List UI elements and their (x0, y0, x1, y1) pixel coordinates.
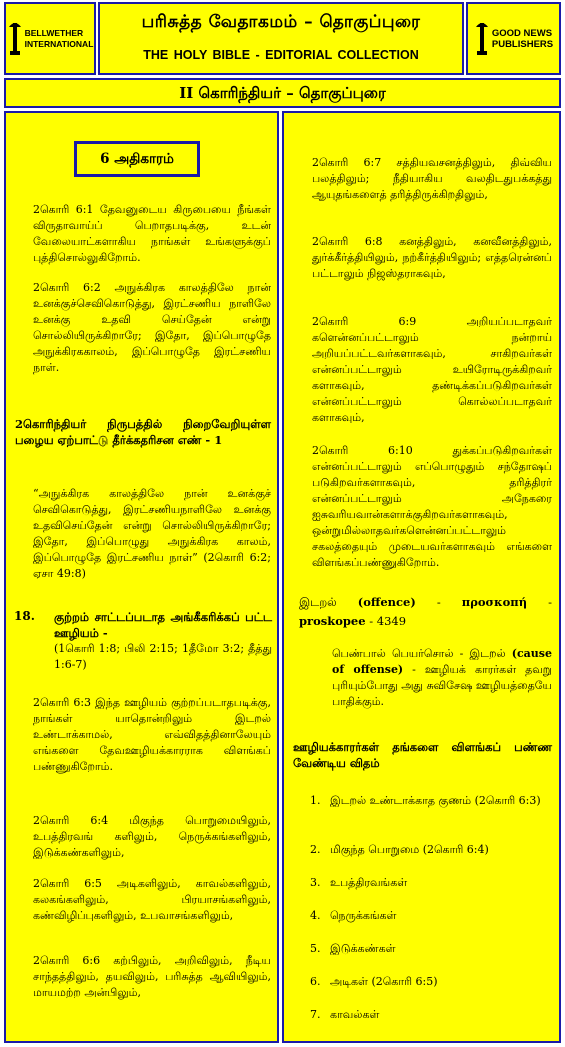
verse-6-6: 2கொரி 6:6 கற்பிலும், அறிவிலும், நீடிய சாந்தத்திலும், தயவிலும், பரிசுத்த ஆவியிலும், மாயமற்ற அன்பிலும், (33, 954, 271, 999)
cause-rest: - ஊழியக் காரர்கள் தவறு புரியும்போது அது சுவிசேஷ ஊழியத்தையே பாதிக்கும். (332, 663, 552, 708)
quote-text (33, 486, 271, 582)
list-number: 3. (310, 876, 321, 889)
header-title-box (98, 2, 464, 75)
offence-english: (offence) (357, 595, 416, 609)
verse-6-5: 2கொரி 6:5 அடிகளிலும், காவல்களிலும், கலகங்களிலும், பிரயாசங்களிலும், கண்விழிப்புகளிலும், உபவாசங்களிலும், (33, 877, 271, 922)
verse-6-1: 2கொரி 6:1 தேவனுடைய கிருபையை நீங்கள் விருதாவாய்ப் பெறாதபடிக்கு, உடன் வேலையாட்களாகிய நாங்கள் உங்களுக்குப் புத்திசொல்லுகிறோம். (33, 203, 271, 264)
list-text: இடறல் உண்டாக்காத குணம் (2கொரி 6:3) (330, 794, 541, 807)
logo-right-line1: GOOD NEWS (491, 27, 553, 39)
verse-6-8: 2கொரி 6:8 கனத்திலும், கனவீனத்திலும், துர்க்கீர்த்தியிலும், நற்கீர்த்தியிலும்; எத்தரென்னப் பட்டாலும் நிஜஸ்தராகவும், (312, 235, 552, 280)
list-text: இடுக்கண்கள் (330, 942, 396, 955)
quote-body: “அநுக்கிரக காலத்திலே நான் உனக்குச் செவிகொடுத்து, இரட்சணியநாளிலே உனக்கு உதவிசெய்தேன் என்று சொல்லியிருக்கிறாரே; இதோ, இப்பொழுது அநுக்கிரக காலம், இப்பொழுதே இரட்சணிய நாள்” (33, 487, 271, 564)
list-number: 1. (310, 794, 321, 807)
offence-transliteration: proskopee (299, 614, 366, 628)
list-item (310, 941, 396, 957)
offence-label: இடறல் (299, 595, 337, 609)
lamp-icon (474, 19, 490, 59)
cause-line1: பெண்பால் பெயர்சொல் - இடறல் (332, 647, 506, 660)
ot-prophecy-heading: 2கொரிந்தியர் நிருபத்தில் நிறைவேறியுள்ள பழைய ஏற்பாட்டு தீர்க்கதரிசன எண் - 1 (15, 417, 271, 447)
list-item (310, 842, 489, 858)
verse-6-9: 2கொரி 6:9 அறியப்படாதவர் களென்னப்பட்டாலும் நன்றாய் அறியப்பட்டவர்களாகவும், சாகிறவர்கள் என்னப்பட்டாலும் உயிரோடிருக்கிறவர் களாகவும், தண்டிக்கப்படுகிறவர்கள் என்னப்பட்டாலும் கொல்லப்படாதவர் களாகவும், (312, 315, 552, 424)
title-english: THE HOLY BIBLE - EDITORIAL COLLECTION (143, 48, 419, 62)
cause-english: (cause of offense) (332, 647, 552, 676)
title-tamil: பரிசுத்த வேதாகமம் – தொகுப்புரை (141, 12, 421, 32)
list-item (310, 793, 550, 809)
list-item (310, 875, 407, 891)
verse-6-7: 2கொரி 6:7 சத்தியவசனத்திலும், திவ்விய பலத்திலும்; நீதியாகிய வலதிடதுபக்கத்து ஆயுதங்களைத் தரித்திருக்கிறதிலும், (312, 156, 552, 201)
section-18-title: குற்றம் சாட்டப்படாத அங்கீகரிக்கப் பட்ட ஊழியம் - (54, 610, 272, 640)
chapter-heading: 6 அதிகாரம் (74, 141, 200, 177)
verse-6-2: 2கொரி 6:2 அநுக்கிரக காலத்திலே நான் உனக்குச்செவிகொடுத்து, இரட்சணிய நாளிலே உனக்கு உதவி செய்தேன் என்று சொல்லியிருக்கிறாரே; இதோ, இப்பொழுதே அநுக்கிரககாலம், இப்பொழுதே இரட்சணிய நாள். (33, 281, 271, 374)
list-number: 4. (310, 909, 321, 922)
verse-6-4: 2கொரி 6:4 மிகுந்த பொறுமையிலும், உபத்திரவங் களிலும், நெருக்கங்களிலும், இடுக்கண்களிலும், (33, 814, 271, 859)
lamp-icon (7, 19, 23, 59)
list-text: உபத்திரவங்கள் (330, 876, 408, 889)
left-column (4, 111, 279, 1043)
list-text: நெருக்கங்கள் (330, 909, 397, 922)
list-text: அடிகள் (2கொரி 6:5) (330, 975, 438, 988)
list-number: 7. (310, 1008, 321, 1021)
list-number: 6. (310, 975, 321, 988)
section-18-refs: (1கொரி 1:8; பிலி 2:15; 1தீமோ 3:2; தீத்து 1:6-7) (54, 642, 272, 671)
section-18 (54, 609, 272, 673)
list-item (310, 908, 396, 924)
bellwether-logo-box (4, 2, 96, 75)
subtitle: II கொரிந்தியர் – தொகுப்புரை (179, 84, 386, 102)
list-number: 2. (310, 843, 321, 856)
list-item (310, 974, 437, 990)
goodnews-logo-box (466, 2, 561, 75)
list-number: 5. (310, 942, 321, 955)
offence-greek: προσκοπή (461, 595, 528, 609)
verse-6-3: 2கொரி 6:3 இந்த ஊழியம் குற்றப்படாதபடிக்கு, நாங்கள் யாதொன்றிலும் இடறல் உண்டாக்காமல், எவ்விதத்தினாலேயும் எங்களை தேவஊழியக்காரராக விளங்கப் பண்ணுகிறோம். (33, 696, 271, 773)
section-number: 18. (14, 609, 35, 623)
offence-definition: இடறல் (offence) - προσκοπή - proskopee - 4349 (299, 595, 553, 628)
strongs-number: 4349 (376, 614, 407, 628)
list-item (310, 1007, 379, 1023)
subtitle-box (4, 78, 561, 108)
right-column (282, 111, 561, 1043)
list-text: மிகுந்த பொறுமை (2கொரி 6:4) (330, 843, 489, 856)
logo-right-line2: PUBLISHERS (491, 38, 554, 50)
list-text: காவல்கள் (330, 1008, 380, 1021)
ministers-heading: ஊழியக்காரர்கள் தங்களை விளங்கப் பண்ண வேண்டிய விதம் (293, 740, 552, 770)
cause-definition (332, 646, 552, 710)
quote-reference: (2கொரி 6:2; ஏசா 49:8) (33, 551, 271, 580)
logo-left-line1: BELLWETHER (24, 27, 84, 38)
logo-left-line2: INTERNATIONAL (24, 38, 94, 49)
verse-6-10: 2கொரி 6:10 துக்கப்படுகிறவர்கள் என்னப்பட்டாலும் எப்பொழுதும் சந்தோஷப் படுகிறவர்களாகவும், தரித்திரர் என்னப்பட்டாலும் அநேகரை ஐசுவரியவான்களாக்குகிறவர்களாகவும், ஒன்றுமில்லாதவர்களென்னப்பட்டாலும் சகலத்தையும் முடையவர்களாகவும் எங்களை விளங்கப்பண்ணுகிறோம். (312, 444, 552, 569)
